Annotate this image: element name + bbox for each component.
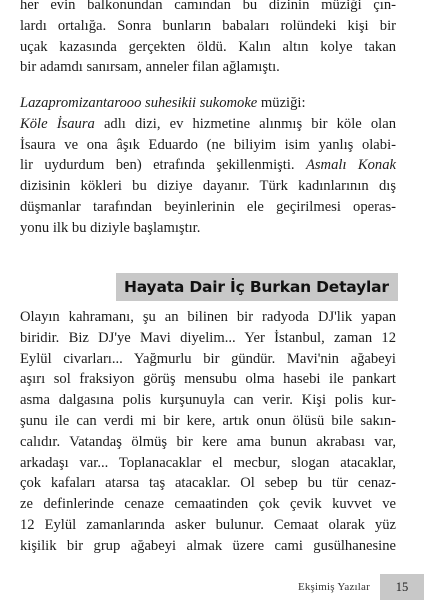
paragraph-3-line-4	[20, 369, 396, 390]
paragraph-1-line-3	[20, 37, 396, 58]
text-line: asma dalgasına polis kurşunuyla can verir. Kişi polis kur-	[20, 392, 396, 409]
series-title-kole-isaura: Köle İsaura	[20, 115, 95, 132]
text-line: ze definlerinde cenaze cemaatinden çok çevik kuvvet ve	[20, 496, 396, 513]
paragraph-2-line-5: dizisinin kökleri bu diziye dayanır. Türk kadınlarının dış	[20, 178, 396, 195]
text-line: arkadaşı var... Toplanacaklar el mecbur, slogan atacaklar,	[20, 454, 396, 471]
text-line: Eylül civarları... Yağmurlu bir gündür. Mavi'nin ağabeyi	[20, 350, 396, 367]
paragraph-3-line-10	[20, 494, 396, 515]
paragraph-3-line-3	[20, 349, 396, 370]
paragraph-3-line-8	[20, 453, 396, 474]
text-line: bir adamdı sanırsam, anneler filan ağlamıştı.	[20, 59, 280, 76]
paragraph-2-line-7: yonu ilk bu diziyle başlamıştır.	[20, 219, 201, 236]
paragraph-2-line-6: düşmanlar tarafından beyinlerinin ele geçirilmesi operas-	[20, 198, 396, 215]
song-suffix: müziği:	[257, 95, 306, 111]
paragraph-3-line-5	[20, 390, 396, 411]
text-line: şunu ile can verdi mi bir kere, artık onun ölüsü bile sakın-	[20, 412, 396, 429]
text-line: çok kafaları atarsa taş atacaklar. Ol sebep bu tür cenaz-	[20, 475, 396, 492]
paragraph-3-line-11	[20, 515, 396, 536]
paragraph-3-line-9	[20, 473, 396, 494]
text-line: her evin balkonundan camından bu dizinin müziği çın-	[20, 0, 396, 13]
text-line: uçak kazasında gerçekten öldü. Kalın altın kolye takan	[20, 38, 396, 55]
paragraph-1-line-2	[20, 16, 396, 37]
text-line: aşırı sol fraksiyon görüş mensubu olma hasebi ile pankart	[20, 371, 396, 388]
section-heading-bar	[116, 273, 398, 301]
paragraph-3-line-1	[20, 307, 396, 328]
paragraph-3	[20, 307, 396, 557]
paragraph-3-line-6	[20, 411, 396, 432]
page-footer	[298, 574, 424, 600]
paragraph-2-line-1	[20, 93, 396, 114]
series-title-asmali-konak: Asmalı Konak	[305, 157, 396, 174]
text-line: biridir. Biz DJ'ye Mavi diyelim... Yer İstanbul, zaman 12	[20, 329, 396, 346]
paragraph-2	[20, 93, 396, 239]
footer-book-title: Ekşimiş Yazılar	[297, 581, 370, 593]
paragraph-3-line-12	[20, 536, 396, 557]
text-line: calıdır. Vatandaş ölmüş bir kere ama bunun akrabası var,	[20, 433, 396, 450]
paragraph-1-line-1	[20, 0, 396, 16]
text-line: lardı ortalığa. Sonra bunların babaları rolündeki kişi bir	[20, 17, 396, 34]
text-line: 12 Eylül zamanlarında asker bulunur. Cemaat olarak yüz	[20, 516, 396, 533]
paragraph-1	[20, 0, 396, 78]
page-number-box	[380, 574, 424, 600]
text-line: Olayın kahramanı, şu an bilinen bir radyoda DJ'lik yapan	[20, 309, 396, 325]
paragraph-2-line-4: lir uydurdum ben) etrafında şekillenmişti. Asmalı Konak	[20, 155, 396, 176]
section-heading: Hayata Dair İç Burkan Detaylar	[124, 278, 389, 296]
paragraph-3-line-2	[20, 328, 396, 349]
paragraph-1-line-4	[20, 57, 396, 78]
text-line: kişilik bir grup ağabeyi almak üzere cami gusülhanesine	[20, 537, 396, 554]
paragraph-2-line-2: Köle İsaura adlı dizi, ev hizmetine alınmış bir köle olan	[20, 114, 396, 135]
song-title: Lazapromizantarooo suhesikii sukomoke	[20, 95, 258, 111]
paragraph-3-line-7	[20, 432, 396, 453]
paragraph-2-line-3: İsaura ve ona âşık Eduardo (ne biliyim isim yanlış olabi-	[20, 136, 396, 153]
page-number: 15	[395, 579, 409, 594]
